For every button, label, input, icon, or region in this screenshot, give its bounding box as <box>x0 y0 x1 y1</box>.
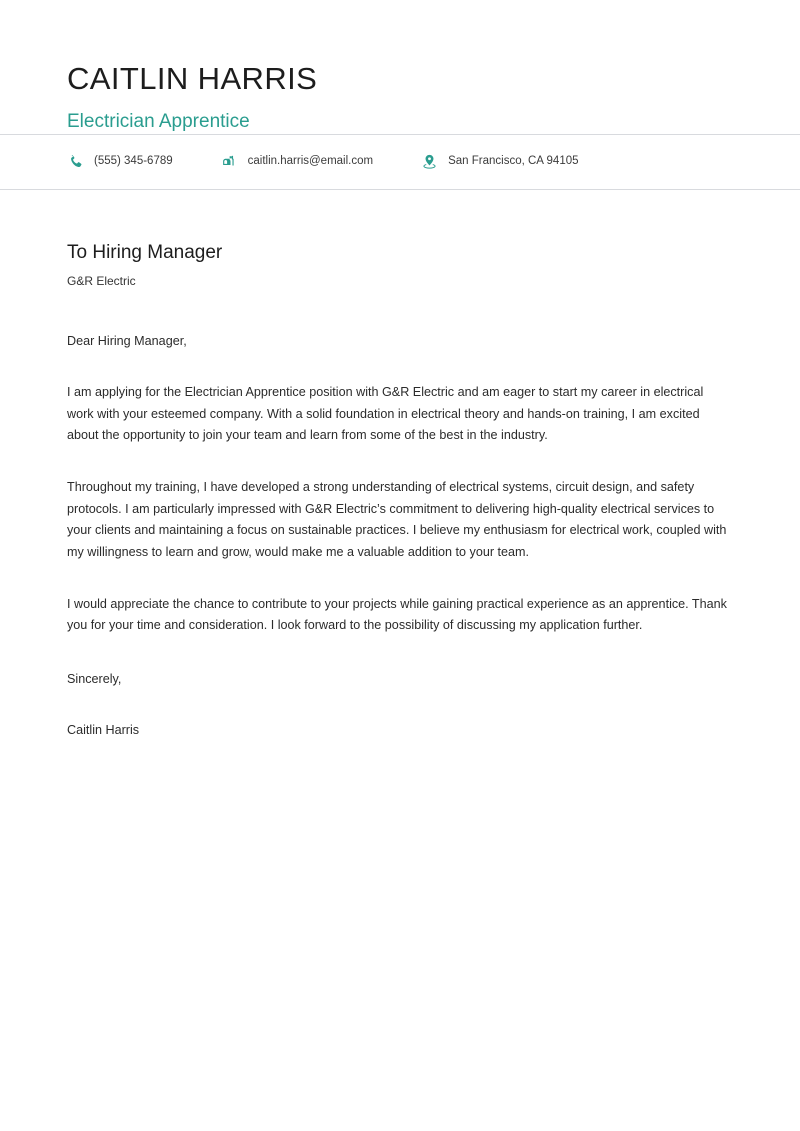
letter-header <box>0 0 800 134</box>
contact-location-value: San Francisco, CA 94105 <box>448 154 579 167</box>
recipient-block <box>67 242 733 289</box>
phone-icon <box>67 153 84 170</box>
location-pin-icon <box>421 153 438 170</box>
contact-item-phone <box>67 153 173 170</box>
letter-body <box>67 331 733 742</box>
letter-paragraph: I am applying for the Electrician Apprentice position with G&R Electric and am eager to start my career in electrical work with your esteemed company. With a solid foundation in electrical theory and hands-on training, I am excited about the opportunity to join your team and learn from some of the best in the industry. <box>67 385 704 443</box>
mailbox-icon <box>221 153 238 170</box>
letter-paragraph: I would appreciate the chance to contribute to your projects while gaining practical experience as an apprentice. Thank you for your time and consideration. I look forward to the possibility of discussing my application further. <box>67 596 727 633</box>
letter-paragraph: Throughout my training, I have developed a strong understanding of electrical systems, circuit design, and safety protocols. I am particularly impressed with G&R Electric’s commitment to delivering high-quality electrical services to your clients and maintaining a focus on sustainable practices. I believe my enthusiasm for electrical work, coupled with my willingness to learn and grow, would make me a valuable addition to your team. <box>67 480 727 560</box>
letter-closing: Sincerely, <box>67 672 122 687</box>
recipient-title: To Hiring Manager <box>67 241 223 263</box>
contact-phone-value: (555) 345-6789 <box>94 154 173 167</box>
contact-item-email <box>221 153 373 170</box>
applicant-name: CAITLIN HARRIS <box>67 61 318 96</box>
contact-bar <box>0 135 800 189</box>
letter-signature: Caitlin Harris <box>67 723 140 738</box>
letter-salutation: Dear Hiring Manager, <box>67 333 187 348</box>
contact-item-location <box>421 153 578 170</box>
letter-content <box>0 190 800 742</box>
recipient-company: G&R Electric <box>67 274 136 289</box>
applicant-job-title: Electrician Apprentice <box>67 110 250 132</box>
contact-email-value: caitlin.harris@email.com <box>247 154 374 167</box>
